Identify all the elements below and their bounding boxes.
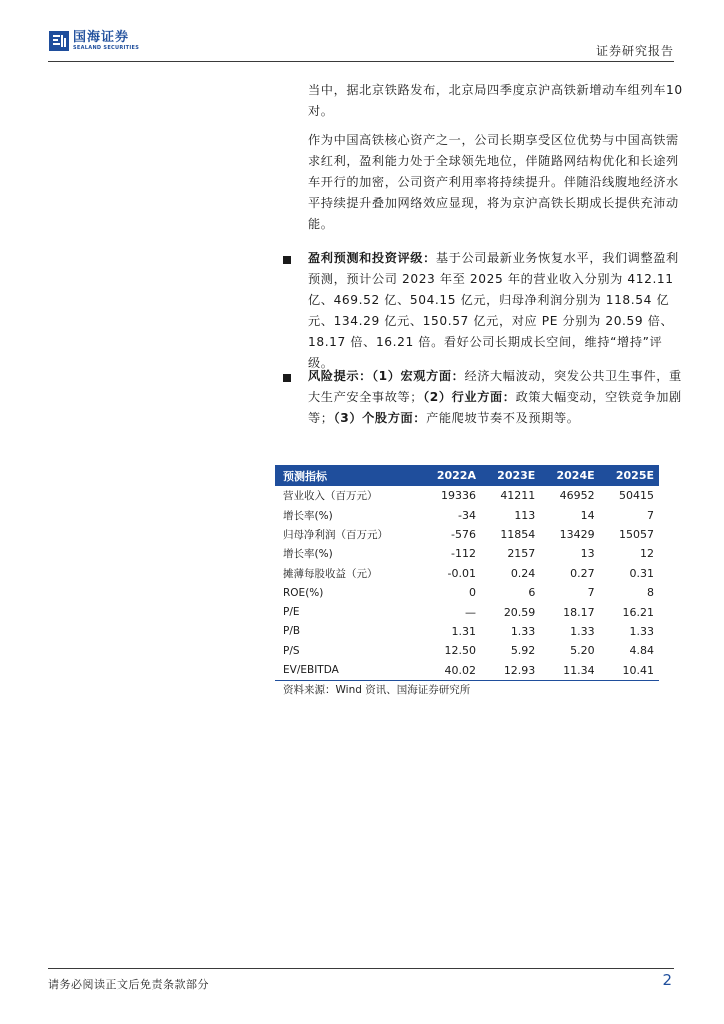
header-2022a: 2022A — [420, 465, 481, 486]
header-2023e: 2023E — [481, 465, 540, 486]
cell: 15057 — [619, 527, 654, 541]
risk-industry-text: 政策大幅变动，空铁竞争加剧等； — [308, 390, 682, 425]
footer-disclaimer: 请务必阅读正文后免责条款部分 — [48, 978, 209, 991]
cell: 19336 — [440, 489, 476, 503]
cell: 10.41 — [600, 661, 659, 681]
table-row — [275, 525, 659, 544]
cell: 14 — [580, 508, 595, 522]
header-divider — [48, 61, 674, 62]
risk-stock-label: （3）个股方面： — [333, 411, 427, 425]
cell: 1.31 — [451, 624, 476, 638]
cell: -576 — [451, 527, 476, 541]
table-row — [275, 602, 659, 621]
header-2024e: 2024E — [540, 465, 599, 486]
cell: 0.31 — [629, 566, 654, 580]
cell: 2157 — [507, 547, 536, 561]
cell: 7 — [587, 586, 595, 600]
row-label: 摊薄每股收益（元） — [283, 567, 378, 580]
cell: 1.33 — [510, 624, 536, 638]
paragraph-core-asset — [308, 130, 684, 235]
page-number: 2 — [662, 971, 672, 989]
forecast-rating-label: 盈利预测和投资评级： — [308, 251, 436, 265]
cell: 50415 — [619, 489, 654, 503]
row-label: 归母净利润（百万元） — [283, 528, 388, 541]
header-indicator: 预测指标 — [275, 465, 420, 486]
row-label: P/B — [283, 625, 301, 638]
cell: -112 — [451, 547, 476, 561]
cell: 8 — [647, 586, 654, 600]
table-row — [275, 622, 659, 641]
paragraph-text: 作为中国高铁核心资产之一，公司长期享受区位优势与中国高铁需求红利，盈利能力处于全球领先地位，伴随路网结构优化和长途列车开行的加密，公司资产利用率将持续提升。伴随沿线腹地经济水平持续提升叠加网络效应显现，将为京沪高铁长期成长提供充沛动能。 — [308, 133, 679, 231]
cell: 11.34 — [540, 661, 599, 681]
forecast-table — [275, 465, 659, 681]
cell: -0.01 — [447, 566, 476, 580]
cell: 20.59 — [503, 605, 536, 619]
cell: -34 — [458, 508, 476, 522]
cell: 13 — [580, 547, 595, 561]
risk-macro-text: 经济大幅波动，突发公共卫生事件，重大生产安全事故等； — [308, 369, 682, 404]
cell: 41211 — [500, 489, 536, 503]
cell: 1.33 — [629, 624, 654, 638]
table-row — [275, 583, 659, 602]
bullet-square-icon — [283, 256, 291, 264]
bullet-square-icon — [283, 374, 291, 382]
table-row — [275, 661, 659, 681]
risk-industry-label: （2）行业方面： — [423, 390, 516, 404]
table-row — [275, 505, 659, 524]
company-logo — [48, 30, 139, 52]
cell: 40.02 — [420, 661, 481, 681]
forecast-rating-text: 基于公司最新业务恢复水平，我们调整盈利预测，预计公司 2023 年至 2025 年的营业收入分别为 412.11 亿、469.52 亿、504.15 亿元，归母净利润分别为 118.54 亿元、134.29 亿元、150.57 亿元，对应 PE 分别为 20.59 倍、18.17 倍、16.21 倍。看好公司长期成长空间，维持“增持”评级。 — [308, 251, 679, 370]
table-row — [275, 641, 659, 660]
cell: 0.24 — [510, 566, 536, 580]
cell: 7 — [647, 508, 654, 522]
cell: 4.84 — [629, 644, 654, 658]
sealand-logo-icon — [48, 30, 70, 52]
row-label: ROE(%) — [283, 586, 324, 599]
cell: 46952 — [559, 489, 595, 503]
cell: 18.17 — [563, 605, 595, 619]
cell: 0 — [468, 586, 476, 600]
cell: 113 — [514, 508, 536, 522]
cell: 11854 — [500, 527, 536, 541]
row-label: 营业收入（百万元） — [283, 490, 378, 503]
cell: 13429 — [559, 527, 595, 541]
cell: 12.93 — [481, 661, 540, 681]
table-header-row — [275, 465, 659, 486]
cell: — — [464, 605, 476, 619]
footer-divider — [48, 968, 674, 969]
cell: 1.33 — [570, 624, 595, 638]
cell: 5.92 — [510, 644, 536, 658]
row-label: P/S — [283, 644, 300, 657]
risk-macro-label: （1）宏观方面： — [371, 369, 465, 383]
table-row — [275, 544, 659, 563]
cell: 12.50 — [444, 644, 476, 658]
paragraph-text: 当中，据北京铁路发布，北京局四季度京沪高铁新增动车组列车10对。 — [308, 83, 683, 118]
report-type-label: 证券研究报告 — [595, 44, 674, 58]
cell: 5.20 — [570, 644, 595, 658]
paragraph-risk-warning — [308, 366, 684, 429]
table-row — [275, 486, 659, 505]
cell: 16.21 — [622, 605, 654, 619]
table-source-note: 资料来源：Wind 资讯、国海证券研究所 — [283, 684, 471, 696]
page-header — [48, 28, 674, 60]
paragraph-train-news — [308, 80, 684, 122]
cell: 12 — [640, 547, 654, 561]
paragraph-forecast-rating — [308, 248, 684, 374]
row-label: 增长率(%) — [283, 548, 333, 561]
cell: 6 — [528, 586, 536, 600]
table-row — [275, 564, 659, 583]
row-label: P/E — [283, 606, 300, 619]
header-2025e: 2025E — [600, 465, 659, 486]
logo-english-name: SEALAND SECURITIES — [73, 45, 140, 51]
cell: 0.27 — [570, 566, 595, 580]
row-label: EV/EBITDA — [275, 661, 420, 681]
risk-stock-text: 产能爬坡节奏不及预期等。 — [426, 411, 580, 425]
logo-chinese-name: 国海证券 — [73, 30, 130, 45]
row-label: 增长率(%) — [283, 509, 333, 522]
risk-label: 风险提示： — [308, 369, 372, 383]
